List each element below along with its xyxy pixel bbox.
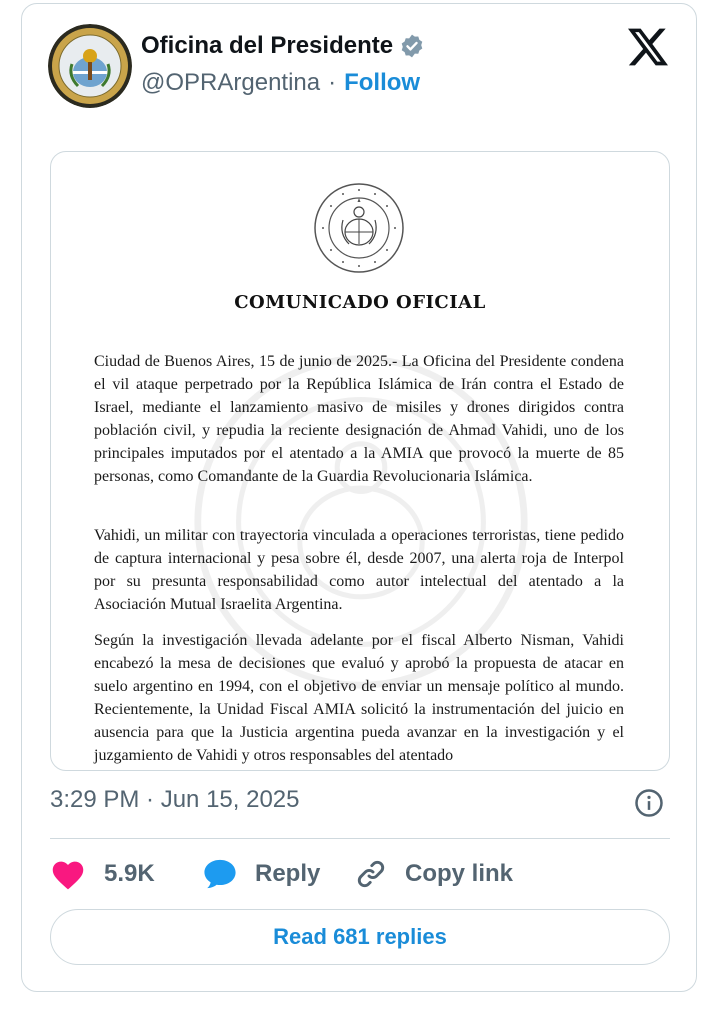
document-title: COMUNICADO OFICIAL: [234, 292, 486, 313]
tweet-timestamp[interactable]: 3:29 PM · Jun 15, 2025: [50, 786, 300, 813]
follow-link[interactable]: Follow: [344, 69, 421, 96]
reply-label: Reply: [255, 860, 321, 887]
like-count: 5.9K: [104, 860, 155, 887]
copy-link-label: Copy link: [405, 860, 514, 887]
document-paragraph-1: Ciudad de Buenos Aires, 15 de junio de 2025.- La Oficina del Presidente condena el vil ataque perpetrado por la República Islámica de Irán contra el Estado de Israel, mediante el lanzamiento masivo de misiles y drones dirigidos contra población civil, y repudia la reciente designación de Ahmad Vahidi, uno de los principales imputados por el atentado a la AMIA que provocó la muerte de 85 personas, como Comandante de la Guardia Revolucionaria Islámica.: [94, 353, 624, 485]
attached-document-image[interactable]: [50, 151, 670, 771]
x-logo-icon[interactable]: [628, 28, 668, 66]
document-paragraph-3: Según la investigación llevada adelante por el fiscal Alberto Nisman, Vahidi encabezó la mesa de decisiones que evaluó y aprobó la propuesta de atacar en suelo argentino en 1994, con el objetivo de enviar un mensaje político al mundo. Recientemente, la Unidad Fiscal AMIA solicitó la instrumentación del juicio en ausencia para que la Justicia argentina pueda avanzar en la investigación y el juzgamiento de Vahidi y otros responsables del atentado: [94, 632, 624, 764]
info-icon[interactable]: [634, 788, 664, 818]
heart-icon: [50, 858, 86, 890]
handle-row: [141, 69, 420, 97]
read-replies-label: Read 681 replies: [273, 924, 447, 949]
account-name[interactable]: Oficina del Presidente: [141, 32, 394, 59]
avatar[interactable]: [48, 24, 132, 108]
reply-button[interactable]: [203, 854, 320, 894]
document-paragraph-2: Vahidi, un militar con trayectoria vinculada a operaciones terroristas, tiene pedido de captura internacional y pesa sobre él, desde 2007, una alerta roja de Interpol por su presunta responsabilidad como autor intelectual del atentado a la Asociación Mutual Israelita Argentina.: [94, 527, 624, 613]
verified-badge-icon: [399, 33, 425, 59]
account-handle[interactable]: @OPRArgentina: [141, 69, 321, 96]
copy-link-button[interactable]: [355, 854, 513, 894]
like-button[interactable]: [50, 854, 155, 894]
link-icon: [355, 858, 387, 890]
action-bar: [50, 854, 670, 894]
account-name-row[interactable]: [141, 32, 425, 60]
divider: [50, 838, 670, 839]
separator-dot: ·: [328, 69, 337, 96]
reply-bubble-icon: [203, 858, 237, 890]
read-replies-button[interactable]: [50, 909, 670, 965]
presidential-seal-icon: [313, 182, 405, 274]
